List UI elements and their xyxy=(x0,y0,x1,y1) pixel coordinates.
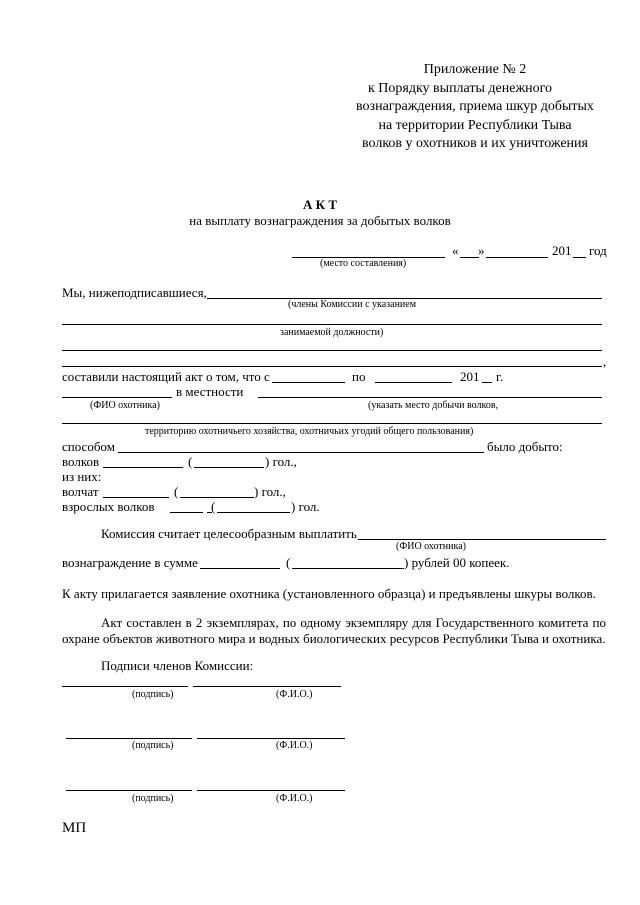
month-blank[interactable] xyxy=(486,257,548,258)
fio-blank[interactable] xyxy=(197,790,345,791)
quote-open: « xyxy=(452,243,459,258)
territory-blank[interactable] xyxy=(62,423,602,424)
date-from-blank[interactable] xyxy=(272,382,345,383)
in-area-label: в местности xyxy=(176,384,244,399)
appendix-line-4: на территории Республики Тыва xyxy=(378,118,572,133)
act-title: А К Т xyxy=(303,197,337,212)
members-blank-4[interactable] xyxy=(62,366,602,367)
cubs-label: волчат xyxy=(62,484,99,499)
copies-line-2: охране объектов животного мира и водных биологических ресурсов Республики Тыва и охотника. xyxy=(62,631,606,646)
reward-label: вознаграждение в сумме xyxy=(62,555,198,570)
hunter-caption: (ФИО охотника) xyxy=(90,400,160,411)
signature-caption: (подпись) xyxy=(132,740,174,751)
payee-blank[interactable] xyxy=(358,539,606,540)
members-lead: Мы, нижеподписавшиеся, xyxy=(62,285,207,300)
cubs-words-blank[interactable] xyxy=(180,497,254,498)
compiled-text: составили настоящий акт о том, что с xyxy=(62,369,270,384)
day-blank[interactable] xyxy=(460,257,479,258)
was-taken-label: было добыто: xyxy=(487,439,563,454)
seal-place: МП xyxy=(62,820,87,836)
year-word: год xyxy=(589,243,607,258)
act-subtitle: на выплату вознаграждения за добытых волков xyxy=(189,213,451,228)
attachment-note: К акту прилагается заявление охотника (установленного образца) и предъявлены шкуры волков. xyxy=(62,586,596,601)
method-blank[interactable] xyxy=(118,452,484,453)
fio-caption: (Ф.И.О.) xyxy=(276,793,313,804)
members-blank-3[interactable] xyxy=(62,350,602,351)
signature-caption: (подпись) xyxy=(132,793,174,804)
signature-caption: (подпись) xyxy=(132,689,174,700)
wolves-count-blank[interactable] xyxy=(103,467,183,468)
wolves-label: волков xyxy=(62,454,100,469)
territory-caption: территорию охотничьего хозяйства, охотничьих угодий общего пользования) xyxy=(145,426,474,437)
commission-considers: Комиссия считает целесообразным выплатить xyxy=(101,526,357,541)
area-caption: (указать место добычи волков, xyxy=(368,400,499,411)
copies-line-1: Акт составлен в 2 экземплярах, по одному экземпляру для Государственного комитета по xyxy=(101,615,606,630)
signature-blank[interactable] xyxy=(62,686,188,687)
adults-count-blank[interactable] xyxy=(170,512,203,513)
signature-blank[interactable] xyxy=(66,738,192,739)
reward-amount-blank[interactable] xyxy=(200,568,280,569)
wolves-heads: ) гол., xyxy=(265,454,297,469)
adults-heads: ) гол. xyxy=(291,499,320,514)
adults-label: взрослых волков xyxy=(62,499,155,514)
members-comma: , xyxy=(603,354,607,369)
date-to-label: по xyxy=(352,369,366,384)
appendix-line-2: к Порядку выплаты денежного xyxy=(367,81,553,96)
appendix-line-3: вознаграждения, приема шкур добытых xyxy=(356,99,594,114)
wolves-words-blank[interactable] xyxy=(194,467,264,468)
members-caption-1: (члены Комиссии с указанием xyxy=(288,299,417,310)
period-year-suffix: г. xyxy=(496,369,504,384)
adults-words-blank[interactable] xyxy=(217,512,290,513)
payee-caption: (ФИО охотника) xyxy=(396,541,466,552)
fio-blank[interactable] xyxy=(197,738,345,739)
period-year-blank[interactable] xyxy=(482,382,492,383)
cubs-open-paren: ( xyxy=(174,484,179,499)
signature-blank[interactable] xyxy=(66,790,192,791)
fio-blank[interactable] xyxy=(193,686,341,687)
appendix-number: Приложение № 2 xyxy=(423,62,527,77)
appendix-line-5: волков у охотников и их уничтожения xyxy=(362,136,588,151)
method-label: способом xyxy=(62,439,115,454)
date-to-blank[interactable] xyxy=(375,382,452,383)
hunter-name-blank[interactable] xyxy=(62,397,172,398)
reward-rubles: ) рублей 00 копеек. xyxy=(404,555,510,570)
year-blank[interactable] xyxy=(573,257,586,258)
cubs-heads: ) гол., xyxy=(254,484,286,499)
reward-words-blank[interactable] xyxy=(292,568,404,569)
members-caption-2: занимаемой должности) xyxy=(280,327,384,338)
members-blank-2[interactable] xyxy=(62,324,602,325)
fio-caption: (Ф.И.О.) xyxy=(276,740,313,751)
cubs-count-blank[interactable] xyxy=(103,497,169,498)
year-prefix: 201 xyxy=(552,243,572,258)
period-year-prefix: 201 xyxy=(460,369,480,384)
area-blank[interactable] xyxy=(258,397,602,398)
fio-caption: (Ф.И.О.) xyxy=(276,689,313,700)
adults-open-paren: ( xyxy=(211,499,216,514)
wolves-open-paren: ( xyxy=(188,454,193,469)
of-them-label: из них: xyxy=(62,469,102,484)
signatures-heading: Подписи членов Комиссии: xyxy=(101,658,254,673)
place-caption: (место составления) xyxy=(320,258,407,269)
reward-open-paren: ( xyxy=(286,555,291,570)
quote-close: » xyxy=(478,243,485,258)
